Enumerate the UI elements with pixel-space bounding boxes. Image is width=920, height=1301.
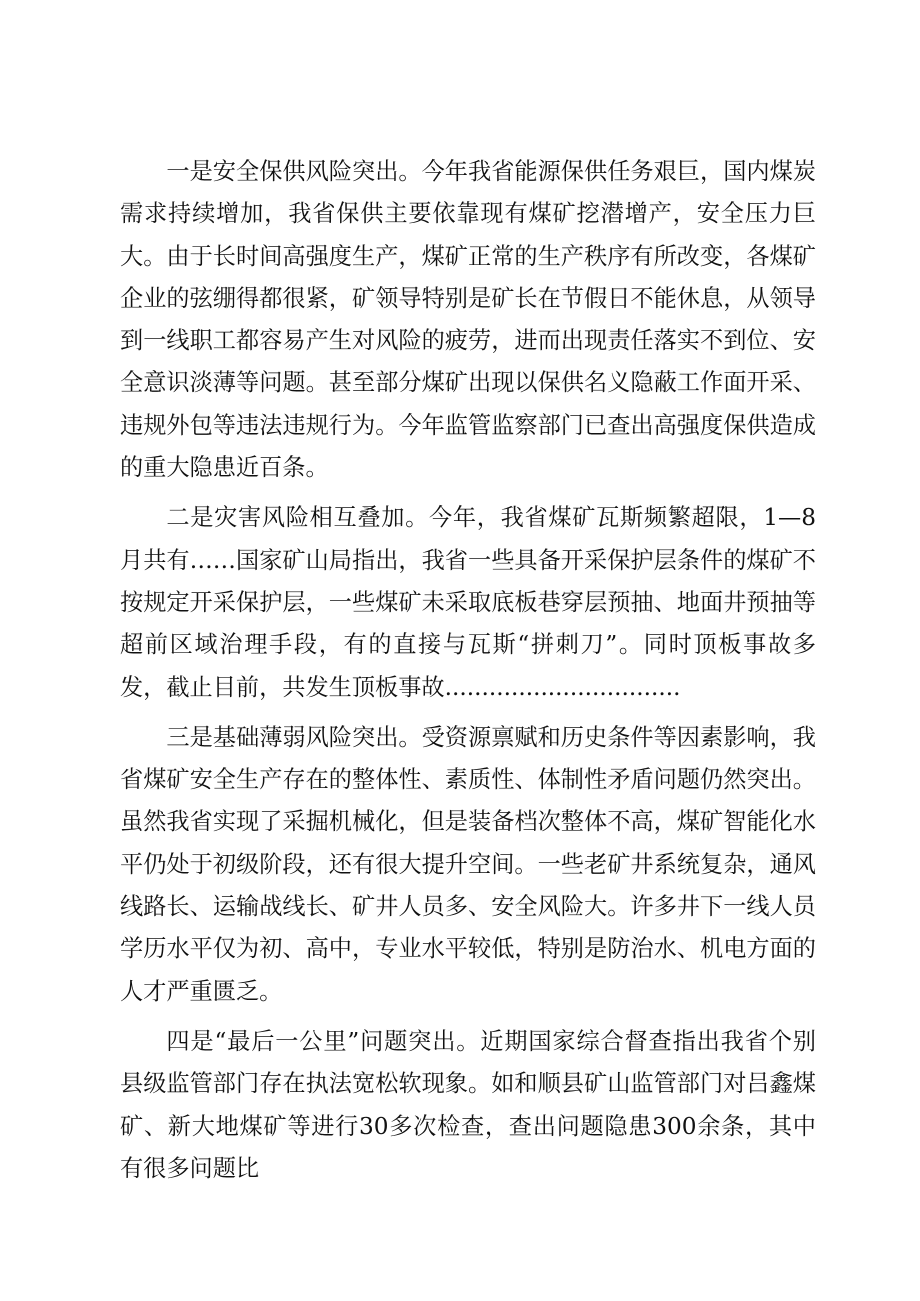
paragraph-safety-supply-risk: 一是安全保供风险突出。今年我省能源保供任务艰巨，国内煤炭需求持续增加，我省保供主要依靠现有煤矿挖潜增产，安全压力巨大。由于长时间高强度生产，煤矿正常的生产秩序有所改变，各煤矿企业的弦绷得都很紧，矿领导特别是矿长在节假日不能休息，从领导到一线职工都容易产生对风险的疲劳，进而出现责任落实不到位、安全意识淡薄等问题。甚至部分煤矿出现以保供名义隐蔽工作面开采、违规外包等违法违规行为。今年监管监察部门已查出高强度保供造成的重大隐患近百条。 (120, 158, 816, 482)
document-body (120, 151, 816, 1190)
paragraph-weak-foundation-risk: 三是基础薄弱风险突出。受资源禀赋和历史条件等因素影响，我省煤矿安全生产存在的整体性、素质性、体制性矛盾问题仍然突出。虽然我省实现了采掘机械化，但是装备档次整体不高，煤矿智能化水平仍处于初级阶段，还有很大提升空间。一些老矿井系统复杂，通风线路长、运输战线长、矿井人员多、安全风险大。许多井下一线人员学历水平仅为初、高中，专业水平较低，特别是防治水、机电方面的人才严重匮乏。 (120, 723, 816, 1005)
paragraph-last-mile-issue: 四是“最后一公里”问题突出。近期国家综合督查指出我省个别县级监管部门存在执法宽松软现象。如和顺县矿山监管部门对吕鑫煤矿、新大地煤矿等进行30多次检查，查出问题隐患300余条，其中有很多问题比 (120, 1027, 816, 1182)
paragraph-disaster-risk: 二是灾害风险相互叠加。今年，我省煤矿瓦斯频繁超限，1—8月共有……国家矿山局指出，我省一些具备开采保护层条件的煤矿不按规定开采保护层，一些煤矿未采取底板巷穿层预抽、地面井预抽等超前区域治理手段，有的直接与瓦斯“拼刺刀”。同时顶板事故多发，截止目前，共发生顶板事故................................ (120, 504, 816, 701)
